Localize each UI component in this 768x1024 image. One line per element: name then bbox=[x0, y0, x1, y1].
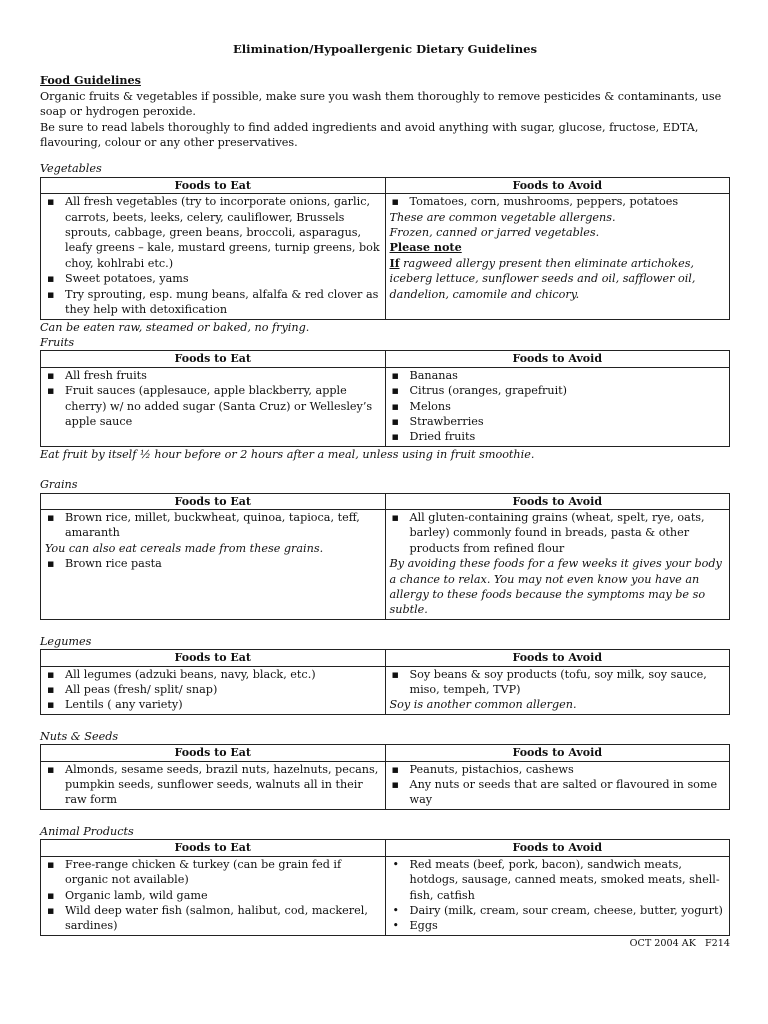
animal-products-table bbox=[40, 839, 730, 935]
vegetables-table bbox=[40, 177, 730, 320]
grains-eat-cell bbox=[41, 509, 386, 619]
list-item: ▪ Citrus (oranges, grapefruit) bbox=[390, 383, 726, 398]
vegetables-avoid-note: These are common vegetable allergens. bbox=[389, 210, 616, 224]
list-item: ▪ Almonds, sesame seeds, brazil nuts, hazelnuts, pecans, pumpkin seeds, sunflower seeds, walnuts all in their raw form bbox=[45, 762, 381, 808]
fruits-eat-cell bbox=[41, 367, 386, 446]
list-item: ▪ Sweet potatoes, yams bbox=[45, 271, 381, 286]
intro-line: Be sure to read labels thoroughly to find added ingredients and avoid anything with sugar, glucose, fructose, EDTA, flavouring, colour or any other preservatives. bbox=[40, 120, 699, 150]
header-foods-to-avoid: Foods to Avoid bbox=[385, 493, 730, 509]
vegetables-label: Vegetables bbox=[40, 162, 102, 176]
list-item: ▪ Strawberries bbox=[390, 414, 726, 429]
grains-table bbox=[40, 493, 730, 620]
list-item: • Dairy (milk, cream, sour cream, cheese, butter, yogurt) bbox=[390, 903, 726, 918]
header-foods-to-eat: Foods to Eat bbox=[41, 745, 386, 761]
list-item: ▪ Any nuts or seeds that are salted or flavoured in some way bbox=[390, 777, 726, 808]
food-guidelines-heading: Food Guidelines bbox=[40, 73, 141, 88]
list-item: ▪ All peas (fresh/ split/ snap) bbox=[45, 682, 381, 697]
fruits-avoid-cell bbox=[385, 367, 730, 446]
legumes-avoid-note: Soy is another common allergen. bbox=[389, 698, 577, 712]
list-item: ▪ Free-range chicken & turkey (can be grain fed if organic not available) bbox=[45, 857, 381, 888]
please-note-heading: Please note bbox=[389, 240, 462, 255]
ragweed-note bbox=[390, 256, 726, 302]
header-foods-to-avoid: Foods to Avoid bbox=[385, 840, 730, 856]
nuts-avoid-cell bbox=[385, 761, 730, 809]
animal-products-label: Animal Products bbox=[40, 824, 134, 838]
list-item: ▪ Peanuts, pistachios, cashews bbox=[390, 762, 726, 777]
fruits-label: Fruits bbox=[40, 335, 75, 349]
vegetables-avoid-note: Frozen, canned or jarred vegetables. bbox=[389, 226, 600, 240]
header-foods-to-eat: Foods to Eat bbox=[41, 650, 386, 666]
header-foods-to-avoid: Foods to Avoid bbox=[385, 351, 730, 367]
animal-avoid-cell bbox=[385, 856, 730, 935]
header-foods-to-eat: Foods to Eat bbox=[41, 177, 386, 193]
list-item: ▪ All fresh vegetables (try to incorporate onions, garlic, carrots, beets, leeks, celery, cauliflower, Brussels sprouts, cabbage, green beans, broccoli, asparagus, leafy greens – kale, mustard greens, turnip greens, bok choy, kohlrabi etc.) bbox=[45, 194, 381, 271]
legumes-eat-cell bbox=[41, 666, 386, 714]
list-item: ▪ Wild deep water fish (salmon, halibut, cod, mackerel, sardines) bbox=[45, 903, 381, 934]
header-foods-to-avoid: Foods to Avoid bbox=[385, 177, 730, 193]
nuts-eat-cell bbox=[41, 761, 386, 809]
header-foods-to-avoid: Foods to Avoid bbox=[385, 650, 730, 666]
list-item: ▪ All legumes (adzuki beans, navy, black, etc.) bbox=[45, 667, 381, 682]
list-item: ▪ Soy beans & soy products (tofu, soy milk, soy sauce, miso, tempeh, TVP) bbox=[390, 667, 726, 698]
list-item: ▪ All gluten-containing grains (wheat, spelt, rye, oats, barley) commonly found in breads, pasta & other products from refined flour bbox=[390, 510, 726, 556]
list-item: ▪ Try sprouting, esp. mung beans, alfalfa & red clover as they help with detoxification bbox=[45, 287, 381, 318]
nuts-seeds-table bbox=[40, 744, 730, 810]
list-item: ▪ All fresh fruits bbox=[45, 368, 381, 383]
list-item: ▪ Brown rice pasta bbox=[45, 556, 381, 571]
grains-label: Grains bbox=[40, 478, 78, 492]
legumes-avoid-cell bbox=[385, 666, 730, 714]
if-word: If bbox=[389, 255, 400, 270]
header-foods-to-avoid: Foods to Avoid bbox=[385, 745, 730, 761]
food-guidelines-intro bbox=[40, 73, 730, 150]
list-item: ▪ Organic lamb, wild game bbox=[45, 888, 381, 903]
fruits-footnote: Eat fruit by itself ½ hour before or 2 hours after a meal, unless using in fruit smoothie. bbox=[40, 447, 535, 461]
fruits-table bbox=[40, 350, 730, 446]
ragweed-note-text: ragweed allergy present then eliminate artichokes, iceberg lettuce, sunflower seeds and oil, safflower oil, dandelion, camomile and chicory. bbox=[389, 256, 696, 301]
document-title: Elimination/Hypoallergenic Dietary Guidelines bbox=[232, 42, 538, 56]
list-item: ▪ Bananas bbox=[390, 368, 726, 383]
list-item: ▪ Tomatoes, corn, mushrooms, peppers, potatoes bbox=[390, 194, 726, 209]
list-item: ▪ Fruit sauces (applesauce, apple blackberry, apple cherry) w/ no added sugar (Santa Cruz) or Wellesley’s apple sauce bbox=[45, 383, 381, 429]
list-item: ▪ Melons bbox=[390, 399, 726, 414]
document-footer: OCT 2004 AK F214 bbox=[629, 937, 730, 949]
legumes-table bbox=[40, 649, 730, 715]
header-foods-to-eat: Foods to Eat bbox=[41, 840, 386, 856]
vegetables-footnote: Can be eaten raw, steamed or baked, no frying. bbox=[40, 320, 310, 334]
list-item: • Eggs bbox=[390, 918, 726, 933]
nuts-seeds-label: Nuts & Seeds bbox=[40, 729, 119, 743]
header-foods-to-eat: Foods to Eat bbox=[41, 351, 386, 367]
vegetables-avoid-cell bbox=[385, 194, 730, 319]
list-item: ▪ Lentils ( any variety) bbox=[45, 697, 381, 712]
document-page bbox=[40, 42, 730, 950]
list-item: • Red meats (beef, pork, bacon), sandwich meats, hotdogs, sausage, canned meats, smoked meats, shell-fish, catfish bbox=[390, 857, 726, 903]
header-foods-to-eat: Foods to Eat bbox=[41, 493, 386, 509]
vegetables-eat-cell bbox=[41, 194, 386, 319]
animal-eat-cell bbox=[41, 856, 386, 935]
grains-eat-note: You can also eat cereals made from these grains. bbox=[45, 541, 324, 555]
grains-avoid-note: By avoiding these foods for a few weeks it gives your body a chance to relax. You may not even know you have an allergy to these foods because the symptoms may be so subtle. bbox=[389, 557, 722, 617]
legumes-label: Legumes bbox=[40, 634, 92, 648]
list-item: ▪ Dried fruits bbox=[390, 429, 726, 444]
intro-line: Organic fruits & vegetables if possible, make sure you wash them thoroughly to remove pesticides & contaminants, use soap or hydrogen peroxide. bbox=[40, 89, 722, 119]
list-item: ▪ Brown rice, millet, buckwheat, quinoa, tapioca, teff, amaranth bbox=[45, 510, 381, 541]
grains-avoid-cell bbox=[385, 509, 730, 619]
